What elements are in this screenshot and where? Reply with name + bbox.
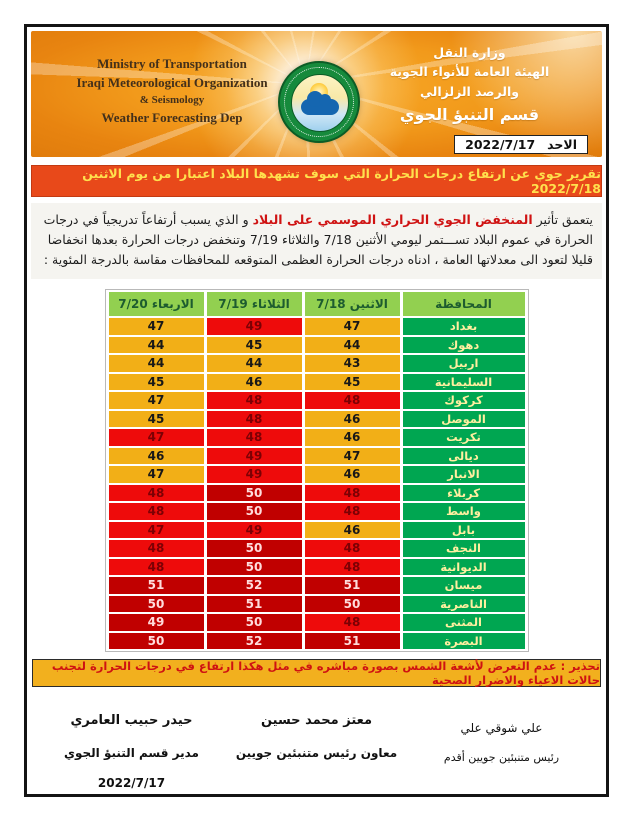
arabic-org-title [347,43,592,128]
temp-cell: 48 [305,503,400,520]
temp-cell: 52 [207,577,302,594]
page-frame [24,24,609,797]
signatory-title: معاون رئيس متنبئين جويين [235,746,398,760]
header-monday: الاثنين 7/18 [305,292,400,316]
temp-cell: 50 [207,540,302,557]
table-row [109,540,525,557]
temp-cell: 47 [109,522,204,539]
issue-day-label: الاحد [547,137,577,152]
temp-cell: 52 [207,633,302,650]
cloud-icon [301,99,339,115]
temp-cell: 47 [109,429,204,446]
temp-cell: 50 [207,485,302,502]
temp-cell: 48 [207,411,302,428]
temp-cell: 47 [109,466,204,483]
signatory-title: رئيس متنبئين جويين أقدم [443,751,560,764]
intro-highlight: المنخفض الجوي الحراري الموسمي على البلاد [252,212,533,227]
city-cell: بابل [403,522,525,539]
temp-cell: 47 [305,318,400,335]
english-org-title [47,55,297,127]
english-line-org: Iraqi Meteorological Organization [76,74,268,90]
report-title-text: تقرير جوي عن ارتفاع درجات الحرارة التي سوف تشهدها البلاد اعتبارا من يوم الاثنين 2022/7/18 [82,166,601,196]
signature-senior-forecaster [409,701,594,790]
signature-date: 2022/7/17 [97,776,166,790]
temp-cell: 45 [109,374,204,391]
temp-cell: 48 [305,559,400,576]
temp-cell: 49 [207,448,302,465]
temp-cell: 50 [207,559,302,576]
header-tuesday: الثلاثاء 7/19 [207,292,302,316]
temp-cell: 50 [109,596,204,613]
temp-cell: 48 [109,503,204,520]
temp-cell: 46 [109,448,204,465]
city-cell: بغداد [403,318,525,335]
temp-cell: 51 [109,577,204,594]
table-row [109,559,525,576]
temp-cell: 47 [305,448,400,465]
issue-date-box [454,135,588,154]
temp-cell: 46 [305,522,400,539]
temp-cell: 50 [207,503,302,520]
temp-cell: 45 [109,411,204,428]
temp-cell: 45 [305,374,400,391]
city-cell: الناصرية [403,596,525,613]
signatory-name: علي شوقي علي [460,721,543,735]
temp-cell: 48 [305,392,400,409]
temp-cell: 51 [207,596,302,613]
temp-cell: 47 [109,392,204,409]
table-row [109,411,525,428]
city-cell: كركوك [403,392,525,409]
table-row [109,633,525,650]
temp-cell: 50 [109,633,204,650]
temp-cell: 48 [207,392,302,409]
city-cell: كربلاء [403,485,525,502]
header-row [109,292,525,316]
intro-rest: و الذي يسبب أرتفاعاً تدريجياً في درجات الحرارة في عموم البلاد تســـتمر ليومي الأثنين 7/18 والثلاثاء 7/19 وتنخفض درجات الحرارة بعدها انخفاضا قليلا لتعود الى معدلاتها العامة ، ادناه درجات الحرارة العظمى المتوقعه للمحافظات مقاسة بالدرجة المئوية : [43,212,593,267]
header-wednesday: الاربعاء 7/20 [109,292,204,316]
city-cell: ديالى [403,448,525,465]
signatory-name: حيدر حبيب العامري [70,713,193,728]
temp-cell: 49 [207,318,302,335]
forecast-table-head [109,292,525,316]
temp-cell: 43 [305,355,400,372]
temp-cell: 51 [305,577,400,594]
temp-cell: 44 [109,337,204,354]
city-cell: النجف [403,540,525,557]
city-cell: الانبار [403,466,525,483]
city-cell: السليمانية [403,374,525,391]
logo-inner [291,74,349,132]
city-cell: البصرة [403,633,525,650]
intro-paragraph [31,203,602,279]
temp-cell: 48 [305,614,400,631]
temp-cell: 44 [207,355,302,372]
signatory-name: معتز محمد حسين [260,713,373,728]
temp-cell: 48 [109,540,204,557]
table-row [109,392,525,409]
temp-cell: 48 [109,485,204,502]
table-row [109,577,525,594]
city-cell: اربيل [403,355,525,372]
city-cell: الموصل [403,411,525,428]
temp-cell: 48 [305,485,400,502]
signature-block [31,701,602,790]
city-cell: ميسان [403,577,525,594]
intro-prefix: يتعمق تأثير [532,212,593,227]
warning-text: تحذير : عدم التعرض لأشعة الشمس بصورة مباشره في مثل هكذا ارتفاع في درجات الحرارة لتجنب حالات الاعياء والاضرار الصحية [51,659,600,687]
signature-assistant-chief [224,701,409,790]
city-cell: الديوانية [403,559,525,576]
forecast-table-body [109,318,525,649]
english-line-seismology: & Seismology [139,93,205,106]
forecast-table [106,290,528,651]
temp-cell: 44 [109,355,204,372]
issue-date-value: 2022/7/17 [465,137,536,152]
city-cell: المثنى [403,614,525,631]
temp-cell: 47 [109,318,204,335]
signature-director [39,701,224,790]
table-row [109,596,525,613]
table-row [109,503,525,520]
temp-cell: 46 [207,374,302,391]
arabic-line-seismic: والرصد الزلزالي [419,83,520,99]
signatory-title: مدير قسم التنبؤ الجوي [64,746,199,760]
temp-cell: 50 [305,596,400,613]
temp-cell: 48 [207,429,302,446]
arabic-line-ministry: وزارة النقل [433,45,506,60]
temp-cell: 49 [207,522,302,539]
temp-cell: 48 [109,559,204,576]
city-cell: دهوك [403,337,525,354]
temp-cell: 46 [305,411,400,428]
arabic-line-dept: قسم التنبؤ الجوي [399,105,540,125]
temp-cell: 49 [207,466,302,483]
temp-cell: 51 [305,633,400,650]
temp-cell: 46 [305,429,400,446]
header-governorate: المحافظة [403,292,525,316]
temp-cell: 44 [305,337,400,354]
english-line-ministry: Ministry of Transportation [97,56,247,71]
table-row [109,429,525,446]
table-row [109,374,525,391]
temp-cell: 50 [207,614,302,631]
temp-cell: 49 [109,614,204,631]
letterhead [31,31,602,157]
temp-cell: 48 [305,540,400,557]
table-row [109,614,525,631]
table-row [109,485,525,502]
city-cell: واسط [403,503,525,520]
table-row [109,448,525,465]
city-cell: تكريت [403,429,525,446]
table-row [109,522,525,539]
table-row [109,466,525,483]
temp-cell: 45 [207,337,302,354]
warning-banner [32,659,601,687]
arabic-line-authority: الهيئة العامة للأنواء الجوية [389,64,550,80]
english-line-dep: Weather Forecasting Dep [101,109,243,125]
table-row [109,355,525,372]
report-title-banner [31,165,602,197]
table-row [109,318,525,335]
temp-cell: 46 [305,466,400,483]
table-row [109,337,525,354]
